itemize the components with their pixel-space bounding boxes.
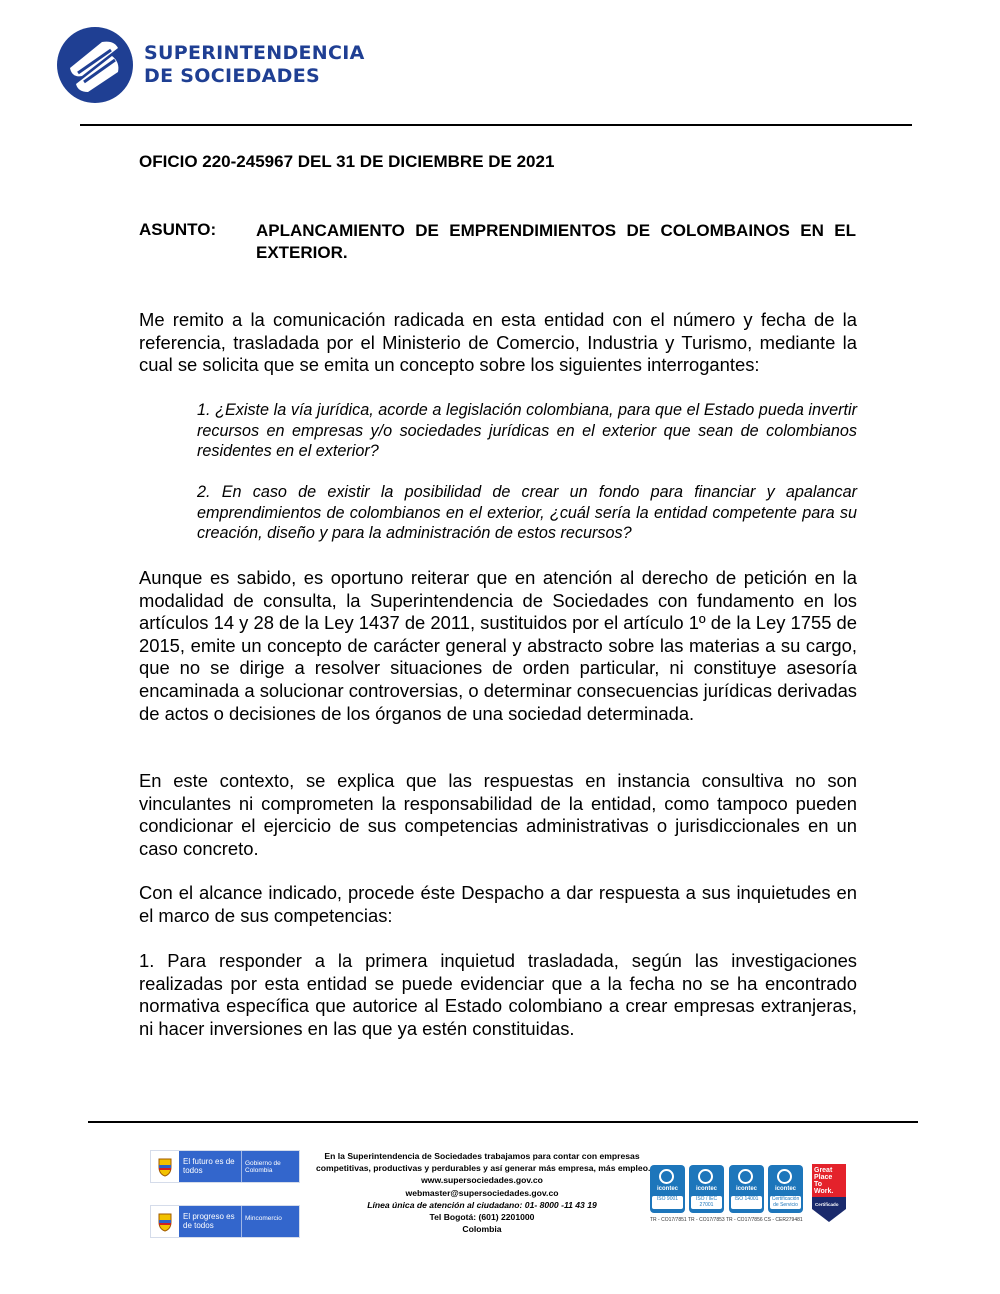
colombia-coat-of-arms-icon — [151, 1151, 179, 1182]
footer-email-link[interactable]: webmaster@supersociedades.gov.co — [405, 1187, 559, 1198]
brand-line-1: SUPERINTENDENCIA — [144, 42, 365, 64]
gptw-line-5: Certificado — [815, 1202, 839, 1207]
gptw-line-1: Great — [814, 1167, 833, 1174]
supersociedades-logo-icon — [56, 26, 134, 104]
question-2: 2. En caso de existir la posibilidad de crear un fondo para financiar y apalancar emprendimientos de colombianos en el exterior, ¿cuál sería la entidad competente para su creación, diseño y para la administración de estos recursos? — [197, 483, 857, 543]
great-place-to-work-badge — [811, 1163, 847, 1223]
colombia-coat-of-arms-icon — [151, 1206, 179, 1237]
gptw-line-2: Place — [814, 1174, 833, 1181]
paragraph-alcance: Con el alcance indicado, procede éste Despacho a dar respuesta a sus inquietudes en el marco de sus competencias: — [139, 882, 857, 926]
paragraph-contexto: En este contexto, se explica que las respuestas en instancia consultiva no son vinculantes ni comprometen la responsabilidad de la entidad, como tampoco pueden condicionar el ejercicio de sus competencias administrativas o jurisdiccionales en un caso concreto. — [139, 770, 857, 859]
header-divider — [80, 124, 912, 126]
mincomercio-badge — [150, 1205, 300, 1238]
footer-line-1: En la Superintendencia de Sociedades trabajamos para contar con empresas — [324, 1151, 640, 1161]
gptw-line-4: Work. — [814, 1188, 834, 1195]
brand-line-2: DE SOCIEDADES — [144, 65, 321, 87]
footer-country: Colombia — [462, 1224, 502, 1235]
gobierno-badge — [150, 1150, 300, 1183]
footer-phone: Tel Bogotá: (601) 2201000 — [429, 1212, 535, 1223]
asunto-label: ASUNTO: — [139, 220, 217, 239]
mincomercio-motto: El progreso es de todos — [179, 1206, 241, 1237]
icontec-servicio-badge: icontec Certificación de Servicio — [768, 1165, 803, 1213]
certification-codes: TR - CO17/7851 TR - CO17/7853 TR - CO17/7856 CS - CER279481 — [650, 1217, 803, 1223]
paragraph-respuesta-1: 1. Para responder a la primera inquietud trasladada, según las investigaciones realizadas por esta entidad se puede evidenciar que a la fecha no se ha encontrado normativa específica que autorice al Estado colombiano a crear empresas extranjeras, ni hacer inversiones en las que ya estén constituidas. — [139, 950, 857, 1039]
gptw-line-3: To — [814, 1181, 823, 1188]
icontec-iso9001-badge: icontec ISO 9001 — [650, 1165, 685, 1213]
paragraph-consulta: Aunque es sabido, es oportuno reiterar que en atención al derecho de petición en la modalidad de consulta, la Superintendencia de Sociedades con fundamento en los artículos 14 y 28 de la Ley 1437 de 2011, sustituidos por el artículo 1º de la Ley 1755 de 2015, emite un concepto de carácter general y abstracto sobre las materias a su cargo, que no se dirige a resolver situaciones de orden particular, ni constituye asesoría encaminada a solucionar controversias, o determinar consecuencias jurídicas derivadas de actos o decisiones de los órganos de una sociedad determinada. — [139, 567, 857, 724]
gobierno-motto: El futuro es de todos — [179, 1151, 241, 1182]
asunto-text: APLANCAMIENTO DE EMPRENDIMIENTOS DE COLOMBAINOS EN EL EXTERIOR. — [256, 221, 856, 262]
footer-line-2: competitivas, productivas y perdurables y así generar más empresa, más empleo. — [316, 1163, 651, 1174]
brand-name — [144, 42, 365, 88]
gobierno-entity: Gobierno de Colombia — [241, 1151, 299, 1182]
icontec-iso14001-badge: icontec ISO 14001 — [729, 1165, 764, 1213]
icontec-icon — [698, 1169, 713, 1184]
footer-contact — [316, 1150, 651, 1235]
paragraph-intro: Me remito a la comunicación radicada en esta entidad con el número y fecha de la referencia, trasladada por el Ministerio de Comercio, Industria y Turismo, mediante la cual se solicita que se emita un concepto sobre los siguientes interrogantes: — [139, 309, 857, 376]
footer-divider — [88, 1121, 918, 1123]
footer-hotline: Línea única de atención al ciudadano: 01- 8000 -11 43 19 — [367, 1199, 597, 1210]
document-title: OFICIO 220-245967 DEL 31 DE DICIEMBRE DE 2021 — [139, 152, 555, 171]
icontec-icon — [738, 1169, 753, 1184]
mincomercio-entity: Mincomercio — [241, 1206, 299, 1237]
icontec-icon — [659, 1169, 674, 1184]
footer-website-link[interactable]: www.supersociedades.gov.co — [421, 1175, 543, 1186]
icontec-icon — [777, 1169, 792, 1184]
question-1: 1. ¿Existe la vía jurídica, acorde a legislación colombiana, para que el Estado pueda invertir recursos en empresas y/o sociedades jurídicas en el exterior que sean de colombianos residentes en el exterior? — [197, 401, 857, 461]
icontec-iso27001-badge: icontec ISO / IEC 27001 — [689, 1165, 724, 1213]
